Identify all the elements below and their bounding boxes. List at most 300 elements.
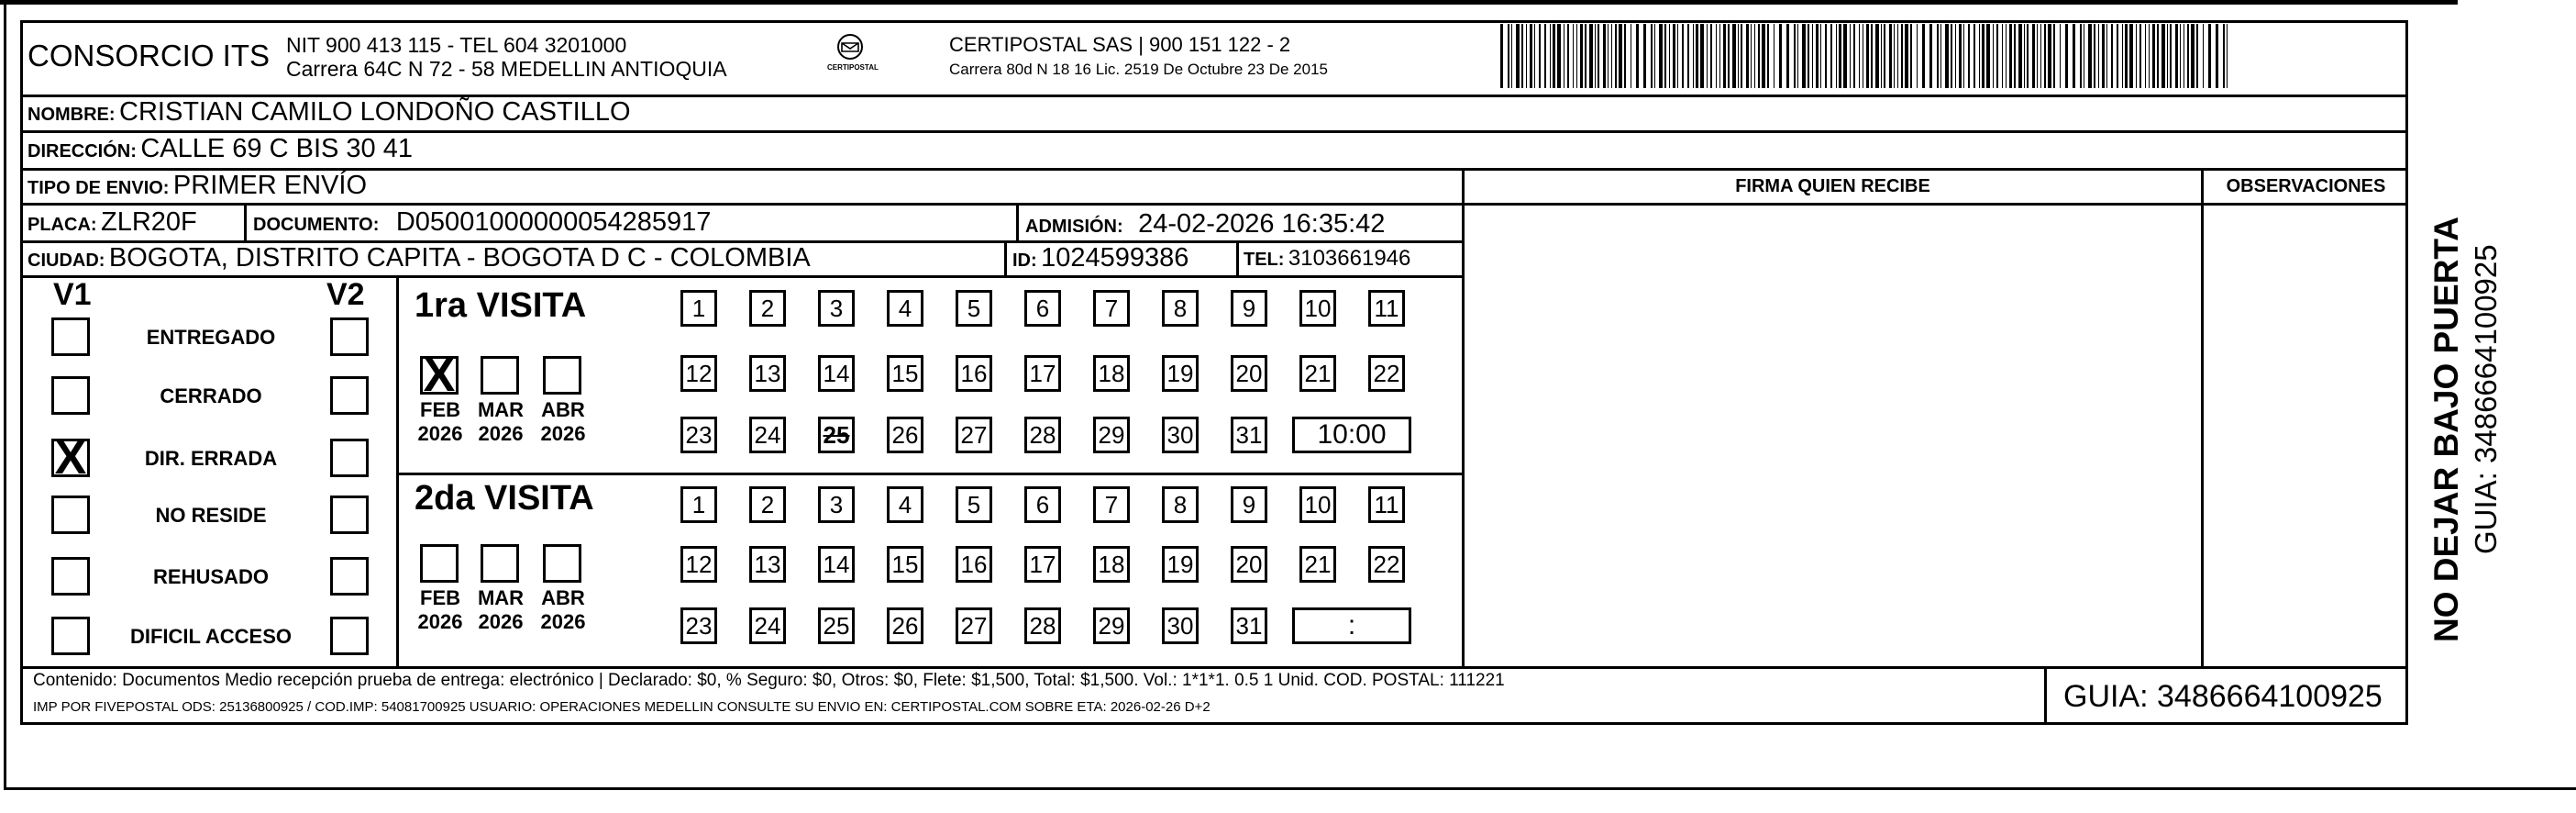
barcode-bar (2088, 24, 2092, 88)
barcode-bar (1723, 24, 1726, 88)
month-year: 2026 (417, 422, 463, 445)
barcode-bar (1754, 24, 1755, 88)
barcode-bar (2060, 24, 2061, 88)
footer-guia: GUIA: 3486664100925 (2063, 679, 2383, 714)
day-box: 19 (1162, 355, 1199, 392)
documento-row (253, 207, 711, 238)
nombre-row (28, 97, 631, 128)
day-box: 8 (1162, 290, 1199, 327)
barcode-bar (2053, 24, 2055, 88)
barcode-bar (1539, 24, 1541, 88)
barcode-bar (1758, 24, 1760, 88)
day-box: 22 (1368, 546, 1405, 583)
barcode-bar (2080, 24, 2082, 88)
month-checkbox (481, 544, 519, 583)
envelope-icon (834, 33, 867, 61)
day-box: 20 (1231, 355, 1267, 392)
day-box: 3 (818, 486, 855, 523)
day-box: 24 (749, 607, 786, 644)
barcode-bar (1839, 24, 1841, 88)
day-box: 16 (956, 546, 992, 583)
tel-left-divider (1236, 240, 1239, 275)
month-year: 2026 (417, 610, 463, 633)
day-box: 29 (1093, 417, 1130, 453)
barcode-bar (2167, 24, 2168, 88)
barcode-bar (1820, 24, 1821, 88)
barcode-bar (1557, 24, 1561, 88)
day-box: 2 (749, 290, 786, 327)
second-visit-title: 2da VISITA (415, 479, 594, 518)
barcode-bar (2125, 24, 2128, 88)
barcode-bar (1959, 24, 1962, 88)
barcode-bar (2175, 24, 2178, 88)
barcode-bar (1710, 24, 1712, 88)
logo-text: CERTIPOSTAL (827, 63, 879, 72)
barcode-bar (1732, 24, 1736, 88)
barcode (1500, 24, 2234, 88)
ciudad-value: BOGOTA, DISTRITO CAPITA - BOGOTA D C - COLOMBIA (108, 243, 811, 273)
contenido-text: Contenido: Documentos Medio recepción prueba de entrega: electrónico | Declarado: $0, % Seguro: $0, Otros: $0, Flete: $1,500, Total: $1,500. Vol.: 1*1*1. 0.5 1 Unid. COD. POSTAL: 111221 (33, 671, 1505, 690)
day-box: 26 (887, 607, 923, 644)
barcode-bar (1973, 24, 1975, 88)
barcode-bar (1897, 24, 1898, 88)
barcode-bar (1979, 24, 1980, 88)
barcode-bar (1664, 24, 1666, 88)
day-box: 25 (818, 607, 855, 644)
v1-checkbox (51, 557, 90, 596)
day-box: 11 (1368, 486, 1405, 523)
day-box: 1 (680, 290, 717, 327)
side-guia: GUIA: 3486664100925 (2469, 244, 2503, 554)
day-box: 23 (680, 417, 717, 453)
barcode-bar (1707, 24, 1708, 88)
barcode-bar (1636, 24, 1639, 88)
barcode-bar (1580, 24, 1583, 88)
barcode-bar (1816, 24, 1819, 88)
barcode-bar (1595, 24, 1596, 88)
id-left-divider (1004, 240, 1007, 275)
documento-label: DOCUMENTO: (253, 215, 380, 235)
time-box: 10:00 (1292, 417, 1411, 453)
barcode-bar (1881, 24, 1882, 88)
barcode-bar (1573, 24, 1574, 88)
day-box: 13 (749, 546, 786, 583)
month-year: 2026 (478, 422, 524, 445)
barcode-bar (1986, 24, 1990, 88)
month-checkbox (481, 356, 519, 395)
barcode-bar (1544, 24, 1546, 88)
barcode-bar (2014, 24, 2016, 88)
barcode-bar (2006, 24, 2007, 88)
barcode-bar (1963, 24, 1964, 88)
imp-text: IMP POR FIVEPOSTAL ODS: 25136800925 / COD.IMP: 54081700925 USUARIO: OPERACIONES MEDELLIN CONSULTE SU ENVIO EN: CERTIPOSTAL.COM SOBRE ETA: 2026-02-26 D+2 (33, 699, 1211, 715)
day-box: 28 (1024, 417, 1061, 453)
barcode-bar (2152, 24, 2155, 88)
barcode-bar (1843, 24, 1847, 88)
day-box: 31 (1231, 607, 1267, 644)
month-checkbox (543, 544, 581, 583)
barcode-bar (2129, 24, 2133, 88)
barcode-bar (1940, 24, 1941, 88)
barcode-bar (1929, 24, 1932, 88)
no-dejar-bajo-puerta: NO DEJAR BAJO PUERTA (2427, 217, 2465, 642)
admision-label: ADMISIÓN: (1025, 217, 1123, 237)
barcode-bar (1654, 24, 1655, 88)
barcode-bar (1968, 24, 1970, 88)
left-edge-line (4, 0, 6, 789)
barcode-bar (2208, 24, 2211, 88)
status-right-divider (396, 275, 399, 666)
barcode-bar (1779, 24, 1782, 88)
barcode-bar (1682, 24, 1684, 88)
barcode-bar (2037, 24, 2038, 88)
license-line: Carrera 80d N 18 16 Lic. 2519 De Octubre 23 De 2015 (949, 61, 1328, 78)
barcode-bar (2073, 24, 2075, 88)
month-name: MAR (477, 398, 525, 421)
admision-value: 24-02-2026 16:35:42 (1138, 209, 1386, 239)
barcode-bar (1521, 24, 1523, 88)
bottom-edge-line (4, 787, 2576, 790)
barcode-bar (1751, 24, 1752, 88)
barcode-bar (1687, 24, 1689, 88)
barcode-bar (2024, 24, 2025, 88)
v1-checkbox (51, 431, 90, 484)
barcode-bar (1567, 24, 1569, 88)
barcode-bar (1955, 24, 1956, 88)
barcode-bar (2117, 24, 2118, 88)
barcode-bar (1500, 24, 1503, 88)
direccion-label: DIRECCIÓN: (28, 141, 137, 161)
day-box: 18 (1093, 355, 1130, 392)
placa-row (28, 207, 197, 238)
barcode-bar (1608, 24, 1609, 88)
barcode-bar (2203, 24, 2204, 88)
status-label: REHUSADO (153, 565, 269, 588)
placa-label: PLACA: (28, 215, 97, 235)
month-checkbox (420, 349, 459, 402)
barcode-bar (2122, 24, 2123, 88)
month-checkbox (420, 544, 459, 583)
nit-line: NIT 900 413 115 - TEL 604 3201000 (286, 33, 627, 57)
direccion-row (28, 134, 413, 164)
barcode-bar (1794, 24, 1796, 88)
barcode-bar (1859, 24, 1860, 88)
barcode-bar (1511, 24, 1512, 88)
barcode-bar (1937, 24, 1939, 88)
barcode-bar (1996, 24, 1998, 88)
barcode-bar (1696, 24, 1698, 88)
barcode-bar (1669, 24, 1670, 88)
day-box: 12 (680, 355, 717, 392)
day-box: 23 (680, 607, 717, 644)
barcode-bar (2040, 24, 2041, 88)
barcode-bar (1589, 24, 1593, 88)
day-box: 11 (1368, 290, 1405, 327)
nombre-divider (20, 130, 2408, 133)
barcode-bar (1786, 24, 1789, 88)
barcode-bar (2161, 24, 2165, 88)
v2-checkbox (330, 557, 369, 596)
day-box: 28 (1024, 607, 1061, 644)
first-visit-title: 1ra VISITA (415, 286, 587, 325)
day-box: 5 (956, 486, 992, 523)
day-box: 24 (749, 417, 786, 453)
tipo-value: PRIMER ENVÍO (172, 171, 368, 200)
barcode-bar (1693, 24, 1694, 88)
day-box: 15 (887, 546, 923, 583)
barcode-bar (1762, 24, 1765, 88)
barcode-bar (1901, 24, 1903, 88)
day-box: 5 (956, 290, 992, 327)
barcode-bar (1615, 24, 1617, 88)
barcode-bar (2170, 24, 2172, 88)
v1-checkbox (51, 496, 90, 534)
ciudad-row (28, 243, 811, 273)
status-label: DIFICIL ACCESO (129, 625, 292, 648)
placa-value: ZLR20F (101, 207, 197, 237)
v1-checkbox (51, 376, 90, 415)
barcode-bar (2191, 24, 2195, 88)
barcode-bar (1738, 24, 1739, 88)
barcode-bar (1945, 24, 1949, 88)
month-name: ABR (541, 586, 585, 609)
barcode-bar (1905, 24, 1908, 88)
barcode-bar (1875, 24, 1879, 88)
direccion-value: CALLE 69 C BIS 30 41 (140, 134, 413, 163)
barcode-bar (1550, 24, 1551, 88)
barcode-bar (1853, 24, 1855, 88)
barcode-bar (2098, 24, 2099, 88)
day-box: 25 (818, 417, 855, 453)
barcode-bar (1767, 24, 1769, 88)
barcode-bar (1866, 24, 1869, 88)
day-box: 4 (887, 290, 923, 327)
barcode-bar (2139, 24, 2141, 88)
day-box: 3 (818, 290, 855, 327)
id-row (1012, 243, 1188, 273)
day-box: 20 (1231, 546, 1267, 583)
day-box: 7 (1093, 486, 1130, 523)
admision-left-divider (1016, 203, 1019, 240)
day-box: 31 (1231, 417, 1267, 453)
barcode-bar (1643, 24, 1646, 88)
status-label: ENTREGADO (146, 326, 276, 349)
v2-checkbox (330, 317, 369, 356)
certipostal-logo (827, 33, 879, 72)
barcode-bar (1922, 24, 1925, 88)
columns-header-divider (1462, 203, 2408, 206)
barcode-bar (1553, 24, 1555, 88)
barcode-bar (1830, 24, 1832, 88)
v1-checkbox (51, 617, 90, 655)
observaciones-header: OBSERVACIONES (2226, 176, 2386, 196)
status-label: DIR. ERRADA (144, 447, 278, 470)
barcode-bar (1624, 24, 1626, 88)
firma-left-divider (1462, 168, 1465, 668)
day-box: 8 (1162, 486, 1199, 523)
barcode-bar (1825, 24, 1827, 88)
month-name: MAR (477, 586, 525, 609)
day-box: 1 (680, 486, 717, 523)
barcode-bar (1677, 24, 1678, 88)
tel-value: 3103661946 (1288, 246, 1411, 271)
barcode-bar (2018, 24, 2022, 88)
barcode-bar (2136, 24, 2137, 88)
day-box: 9 (1231, 486, 1267, 523)
barcode-bar (1598, 24, 1599, 88)
barcode-bar (2032, 24, 2035, 88)
barcode-bar (2044, 24, 2046, 88)
day-box: 9 (1231, 290, 1267, 327)
barcode-bar (1850, 24, 1851, 88)
barcode-bar (2048, 24, 2051, 88)
day-box: 21 (1299, 355, 1336, 392)
day-box: 2 (749, 486, 786, 523)
barcode-bar (1812, 24, 1813, 88)
barcode-bar (2145, 24, 2146, 88)
firma-header: FIRMA QUIEN RECIBE (1735, 176, 1930, 196)
barcode-bar (1516, 24, 1520, 88)
barcode-bar (1576, 24, 1577, 88)
day-box: 12 (680, 546, 717, 583)
month-name: FEB (420, 398, 460, 421)
certipostal-line: CERTIPOSTAL SAS | 900 151 122 - 2 (949, 33, 1291, 56)
day-box: 14 (818, 355, 855, 392)
ciudad-divider (20, 275, 1462, 278)
barcode-bar (1836, 24, 1837, 88)
observaciones-left-divider (2201, 168, 2204, 668)
day-box: 30 (1162, 417, 1199, 453)
documento-value: D05001000000054285917 (395, 207, 712, 237)
month-checkbox (543, 356, 581, 395)
v2-header: V2 (326, 277, 365, 312)
direccion-divider (20, 168, 2408, 171)
ciudad-label: CIUDAD: (28, 251, 105, 271)
barcode-bar (2065, 24, 2068, 88)
admision-row (1025, 209, 1385, 239)
visit-divider (396, 473, 1462, 475)
barcode-bar (1910, 24, 1912, 88)
day-box: 6 (1024, 290, 1061, 327)
month-name: ABR (541, 398, 585, 421)
checkbox-mark: X (423, 349, 456, 402)
barcode-bar (1894, 24, 1895, 88)
day-box: 27 (956, 417, 992, 453)
barcode-bar (1917, 24, 1918, 88)
checkbox-mark: X (54, 431, 87, 484)
barcode-bar (1884, 24, 1885, 88)
barcode-bar (2157, 24, 2159, 88)
barcode-bar (2149, 24, 2150, 88)
barcode-bar (1673, 24, 1675, 88)
id-value: 1024599386 (1041, 243, 1189, 273)
v2-checkbox (330, 376, 369, 415)
barcode-bar (1871, 24, 1873, 88)
v2-checkbox (330, 617, 369, 655)
barcode-bar (1619, 24, 1622, 88)
barcode-bar (1797, 24, 1798, 88)
v1-header: V1 (53, 277, 92, 312)
v2-checkbox (330, 439, 369, 477)
company-name: CONSORCIO ITS (28, 39, 271, 72)
month-year: 2026 (540, 610, 586, 633)
day-box: 13 (749, 355, 786, 392)
barcode-bar (2187, 24, 2189, 88)
barcode-bar (1651, 24, 1653, 88)
day-box: 19 (1162, 546, 1199, 583)
barcode-bar (1585, 24, 1587, 88)
barcode-bar (2106, 24, 2107, 88)
status-label: NO RESIDE (155, 504, 267, 527)
tipo-divider (20, 203, 1462, 206)
day-box: 10 (1299, 486, 1336, 523)
v1-checkbox (51, 317, 90, 356)
address-line: Carrera 64C N 72 - 58 MEDELLIN ANTIOQUIA (286, 57, 727, 81)
day-box: 6 (1024, 486, 1061, 523)
month-name: FEB (420, 586, 460, 609)
barcode-bar (1982, 24, 1985, 88)
barcode-bar (1508, 24, 1509, 88)
footer-divider (20, 666, 2408, 669)
day-box: 21 (1299, 546, 1336, 583)
day-box: 27 (956, 607, 992, 644)
barcode-bar (1728, 24, 1730, 88)
barcode-bar (2180, 24, 2181, 88)
month-year: 2026 (540, 422, 586, 445)
barcode-bar (1993, 24, 1994, 88)
barcode-bar (1802, 24, 1806, 88)
barcode-bar (2227, 24, 2228, 88)
barcode-bar (1746, 24, 1749, 88)
month-year: 2026 (478, 610, 524, 633)
day-box: 29 (1093, 607, 1130, 644)
nombre-label: NOMBRE: (28, 105, 116, 125)
guia-footer-divider (2044, 666, 2047, 725)
barcode-bar (2002, 24, 2003, 88)
barcode-bar (1741, 24, 1742, 88)
day-box: 17 (1024, 355, 1061, 392)
barcode-bar (1530, 24, 1532, 88)
barcode-bar (2102, 24, 2105, 88)
day-box: 16 (956, 355, 992, 392)
nombre-value: CRISTIAN CAMILO LONDOÑO CASTILLO (119, 97, 631, 127)
barcode-bar (1534, 24, 1535, 88)
barcode-bar (1808, 24, 1809, 88)
barcode-bar (2223, 24, 2225, 88)
day-box: 26 (887, 417, 923, 453)
barcode-bar (2009, 24, 2012, 88)
barcode-bar (1889, 24, 1892, 88)
barcode-bar (2027, 24, 2029, 88)
day-box: 14 (818, 546, 855, 583)
tipo-label: TIPO DE ENVIO: (28, 178, 170, 198)
v2-checkbox (330, 496, 369, 534)
day-box: 30 (1162, 607, 1199, 644)
day-box: 22 (1368, 355, 1405, 392)
barcode-bar (2094, 24, 2095, 88)
tel-label: TEL: (1244, 250, 1285, 270)
barcode-bar (1700, 24, 1704, 88)
day-box: 4 (887, 486, 923, 523)
barcode-bar (1659, 24, 1663, 88)
id-label: ID: (1012, 251, 1037, 271)
barcode-bar (1951, 24, 1952, 88)
time-box: : (1292, 607, 1411, 644)
tipo-row (28, 171, 367, 201)
day-box: 15 (887, 355, 923, 392)
barcode-bar (1611, 24, 1612, 88)
barcode-bar (1603, 24, 1606, 88)
